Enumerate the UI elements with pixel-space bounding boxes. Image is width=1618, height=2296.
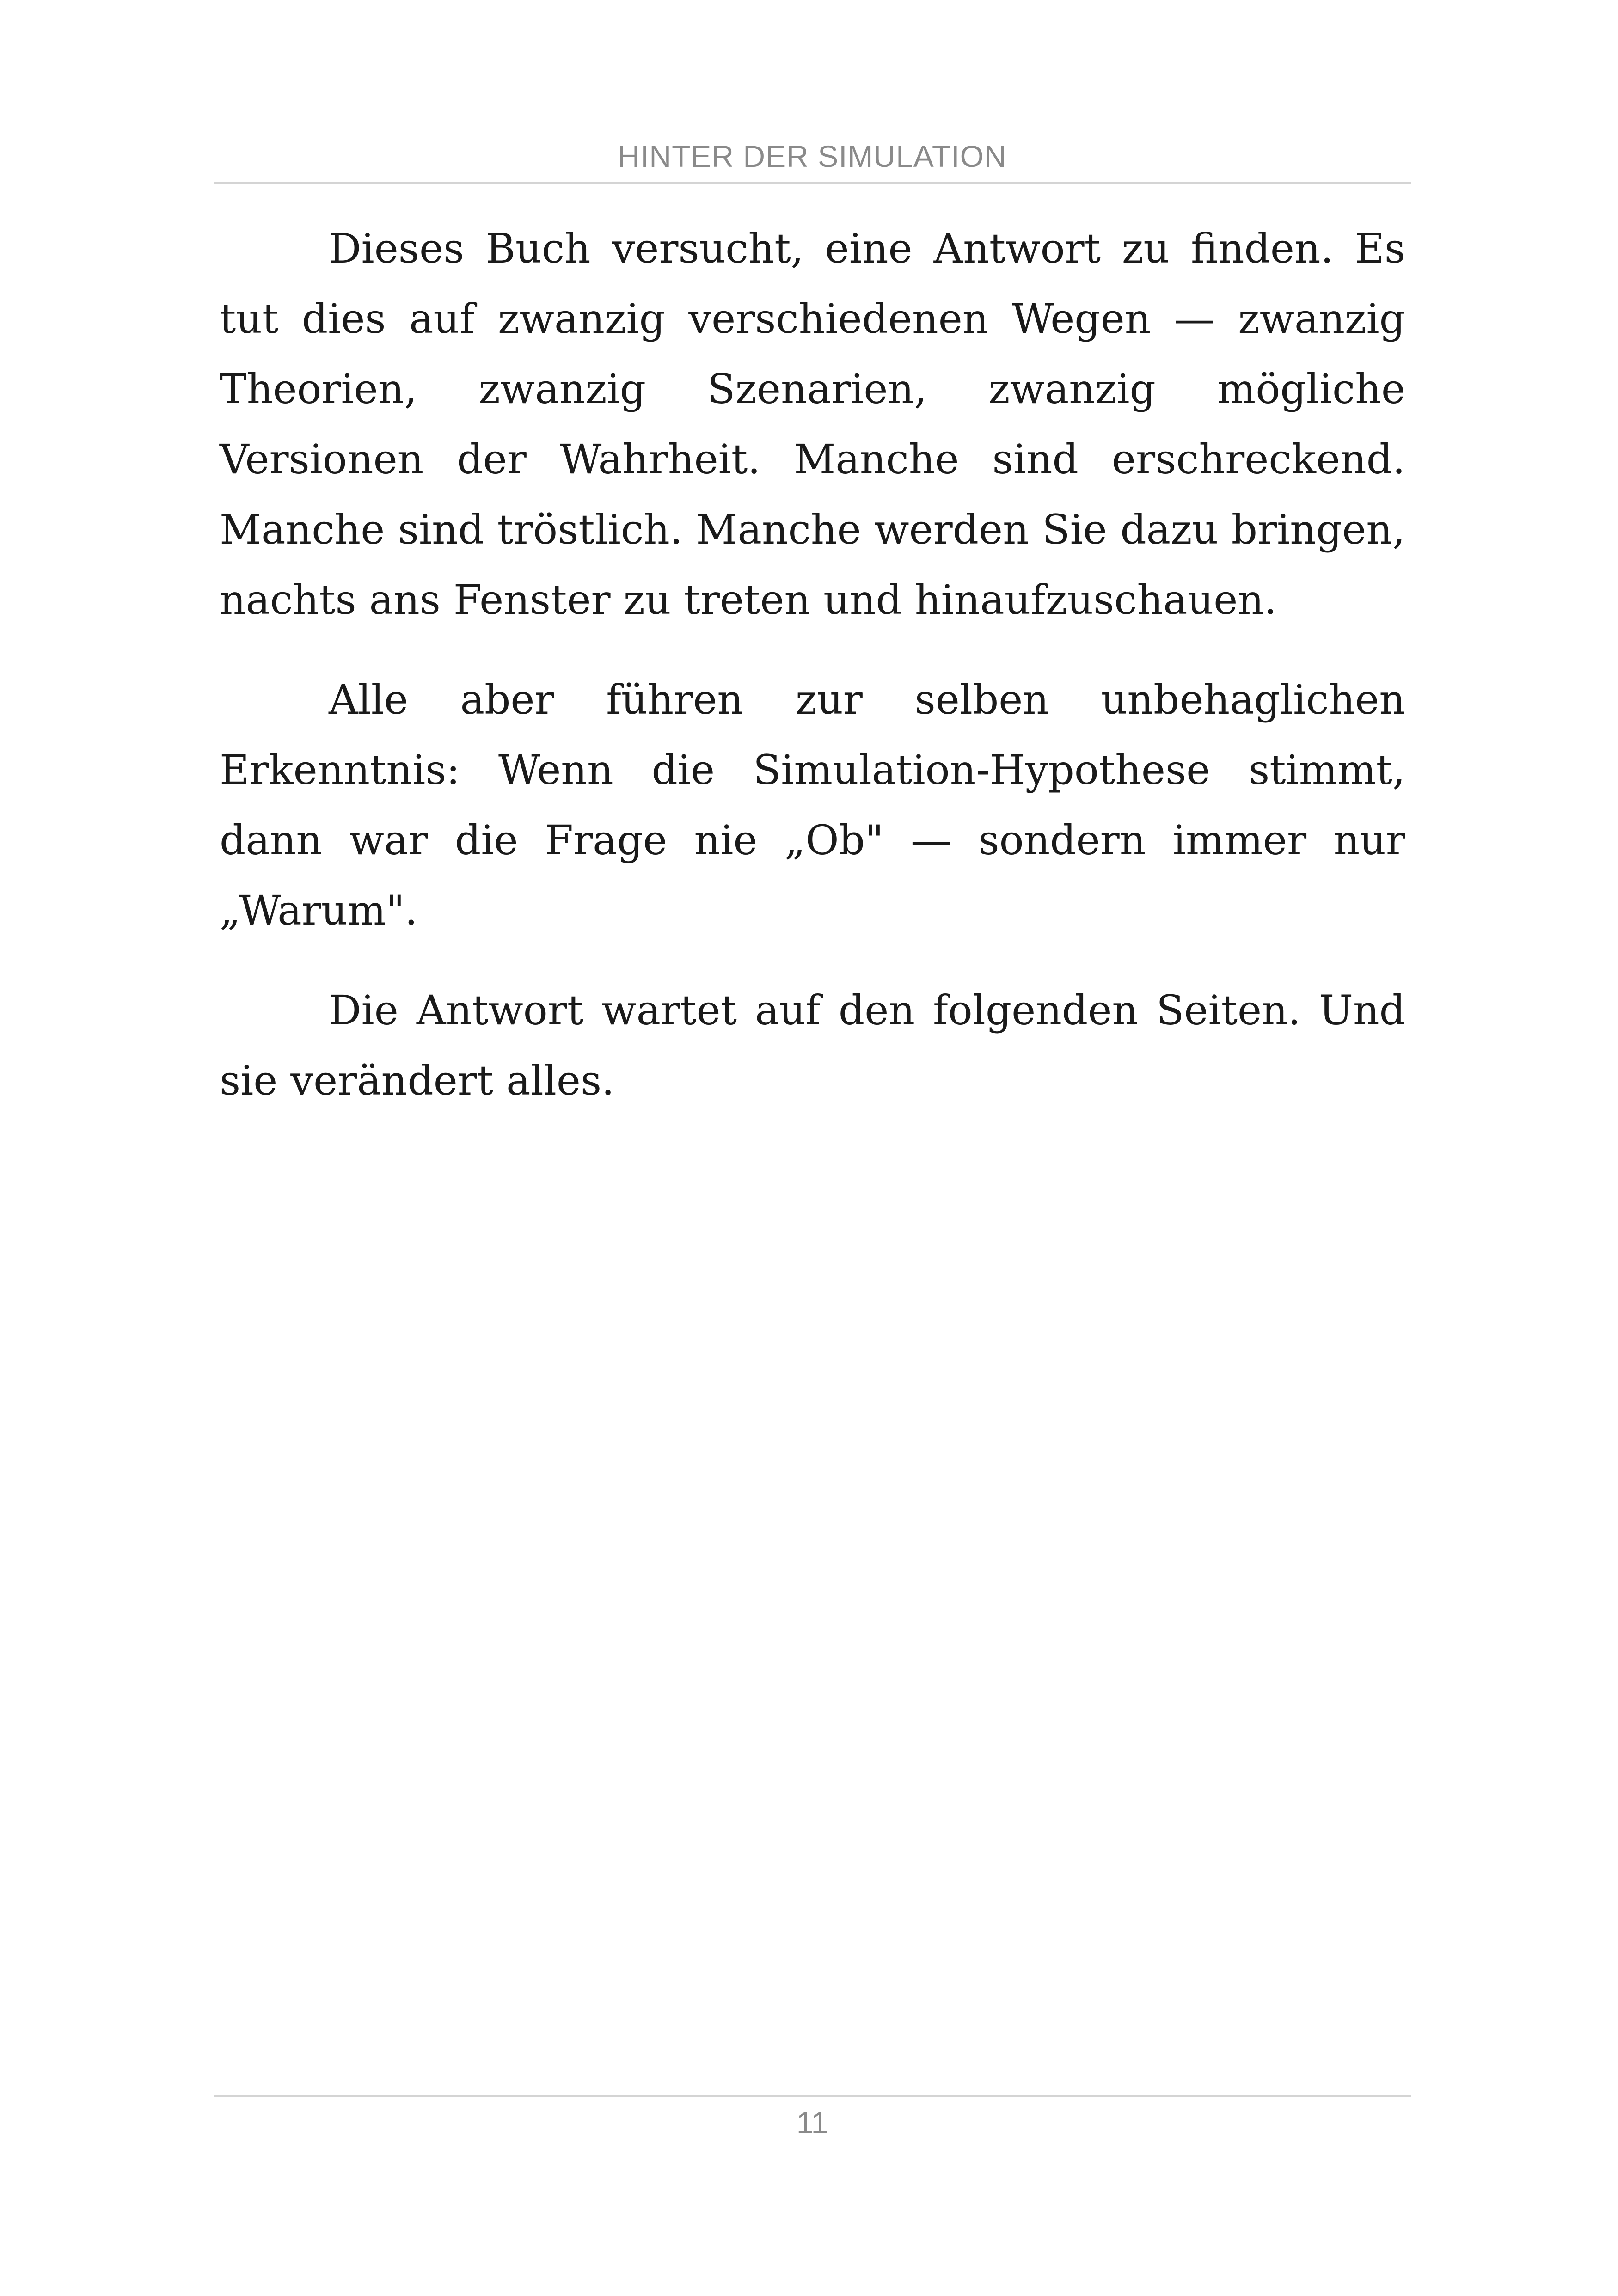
body-text <box>220 214 1405 1145</box>
page-number: 11 <box>796 2106 828 2140</box>
header-divider <box>214 182 1411 184</box>
paragraph: Dieses Buch versucht, eine Antwort zu finden. Es tut dies auf zwanzig verschiedenen Wegen — zwanzig Theorien, zwanzig Szenarien, zwanzig mögliche Versionen der Wahrheit. Manche sind erschreckend. Manche sind tröstlich. Manche werden Sie dazu bringen, nachts ans Fenster zu treten und hinaufzuschauen. <box>220 225 1405 624</box>
footer-divider <box>214 2095 1411 2097</box>
paragraph: Die Antwort wartet auf den folgenden Seiten. Und sie verändert alles. <box>220 986 1405 1104</box>
running-header: HINTER DER SIMULATION <box>618 139 1007 173</box>
paragraph: Alle aber führen zur selben unbehaglichen Erkenntnis: Wenn die Simulation-Hypothese stimmt, dann war die Frage nie „Ob" — sondern immer nur „Warum". <box>220 676 1405 934</box>
